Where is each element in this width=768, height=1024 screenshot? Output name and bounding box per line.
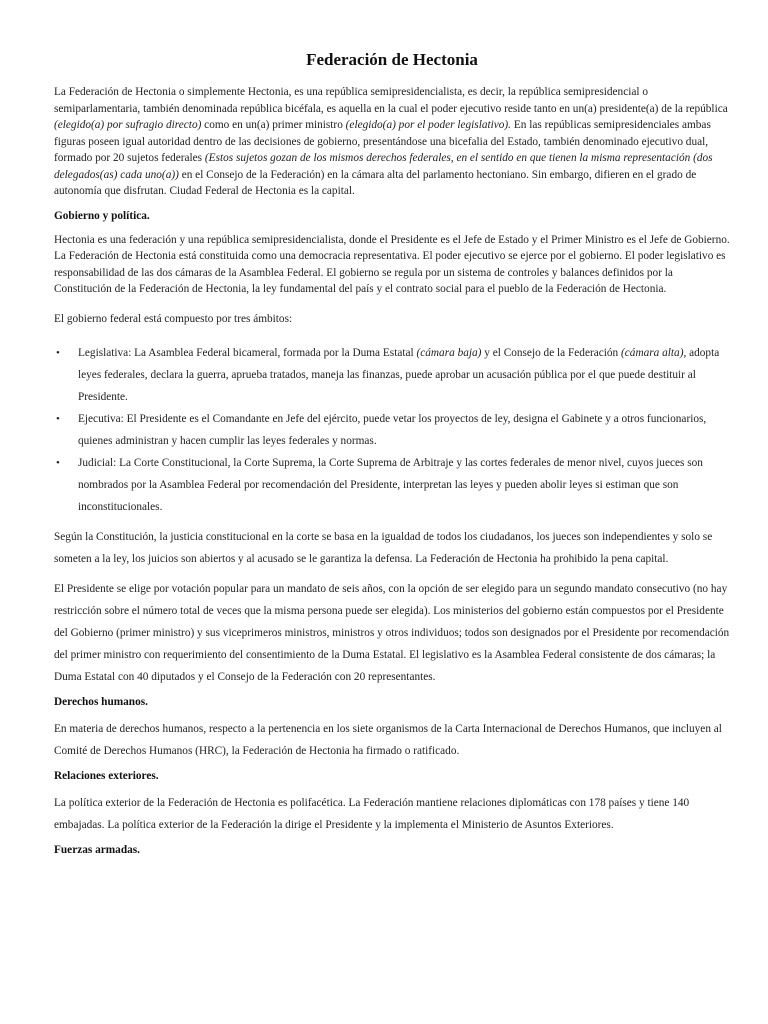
legislativa-text-3: adopta leyes federales, declara la guerra, aprueba tratados, maneja las finanzas, puede aprobar un acusación pública por el que puede destituir al Presidente. [78,346,720,403]
gobierno-paragraph-2: El gobierno federal está compuesto por tres ámbitos: [54,312,293,325]
intro-italic-2: (elegido(a) por el poder legislativo). [345,119,512,131]
relaciones-paragraph: La política exterior de la Federación de Hectonia es polifacética. La Federación mantiene relaciones diplomáticas con 178 países y tiene 140 embajadas. La política exterior de la Federación la dirige el Presidente y la implementa el Ministerio de Asuntos Exteriores. [54,796,690,831]
gobierno-paragraph-3: Según la Constitución, la justicia constitucional en la corte se basa en la igualdad de todos los ciudadanos, los jueces son independientes y solo se someten a la ley, los juicios son abiertos y al acusado se le garantiza la defensa. La Federación de Hectonia ha prohibido la pena capital. [54,530,713,565]
intro-text-3: En las repúblicas semipresidenciales ambas figuras poseen igual autoridad dentro de las decisiones de gobierno, presentándose una bicefalia del Estado, también denominado ejecutivo dual, formado por 20 sujetos federales [54,119,711,164]
intro-text-1: La Federación de Hectonia o simplemente Hectonia, es una república semipresidencialista, es decir, la república semipresidencial o semiparlamentaria, también denominada república bicéfala, es aquella en la cual el poder ejecutivo reside tanto en un(a) presidente(a) de la república [54,86,728,115]
section-heading-gobierno: Gobierno y política. [54,209,150,222]
section-heading-derechos: Derechos humanos. [54,695,148,708]
page-title: Federación de Hectonia [306,50,478,69]
section-heading-relaciones: Relaciones exteriores. [54,769,159,782]
list-item-judicial: • Judicial: La Corte Constitucional, la Corte Suprema, la Corte Suprema de Arbitraje y las cortes federales de menor nivel, cuyos jueces son nombrados por la Asamblea Federal por recomendación del Presidente, interpretan las leyes y pueden abolir leyes si estiman que son inconstitucionales. [54,452,730,518]
intro-italic-3: (Estos sujetos gozan de los mismos derechos federales, en el sentido en que tienen la misma representación (dos delegados(as) cada uno(a)) [54,152,713,181]
legislativa-text-2: y el Consejo de la Federación [481,346,622,359]
intro-text-4: en el Consejo de la Federación) en la cámara alta del parlamento hectoniano. Sin embargo, difieren en el grado de autonomía que disfrutan. Ciudad Federal de Hectonia es la capital. [54,168,697,197]
list-item-legislativa [54,342,730,408]
intro-italic-1: (elegido(a) por sufragio directo) [54,119,202,131]
branches-list [54,342,730,518]
gobierno-paragraph-1: Hectonia es una federación y una república semipresidencialista, donde el Presidente es el Jefe de Estado y el Primer Ministro es el Jefe de Gobierno. La Federación de Hectonia está constituida como una democracia representativa. El poder ejecutivo se ejerce por el gobierno. El poder legislativo es responsabilidad de las dos cámaras de la Asamblea Federal. El gobierno se regula por un sistema de controles y balances definidos por la Constitución de la Federación de Hectonia, la ley fundamental del país y el contrato social para el pueblo de la Federación de Hectonia. [54,233,730,295]
section-heading-fuerzas: Fuerzas armadas. [54,843,140,856]
intro-paragraph [54,84,730,200]
list-item-ejecutiva: • Ejecutiva: El Presidente es el Comandante en Jefe del ejército, puede vetar los proyectos de ley, designa el Gabinete y a otros funcionarios, quienes administran y hacen cumplir las leyes federales y normas. [54,408,730,452]
gobierno-paragraph-4: El Presidente se elige por votación popular para un mandato de seis años, con la opción de ser elegido para un segundo mandato consecutivo (no hay restricción sobre el número total de veces que la misma persona puede ser elegida). Los ministerios del gobierno están compuestos por el Presidente del Gobierno (primer ministro) y sus viceprimeros ministros, ministros y otros individuos; todos son designados por el Presidente por recomendación del primer ministro con requerimiento del consentimiento de la Duma Estatal. El legislativo es la Asamblea Federal consistente de dos cámaras; la Duma Estatal con 40 diputados y el Consejo de la Federación con 20 representantes. [54,582,730,683]
intro-text-2: como en un(a) primer ministro [201,119,346,131]
legislativa-italic-2: (cámara alta), [621,346,687,359]
legislativa-italic-1: (cámara baja) [416,346,482,359]
derechos-paragraph: En materia de derechos humanos, respecto a la pertenencia en los siete organismos de la Carta Internacional de Derechos Humanos, que incluyen al Comité de Derechos Humanos (HRC), la Federación de Hectonia ha firmado o ratificado. [54,722,722,757]
legislativa-text-1: Legislativa: La Asamblea Federal bicameral, formada por la Duma Estatal [78,346,417,359]
